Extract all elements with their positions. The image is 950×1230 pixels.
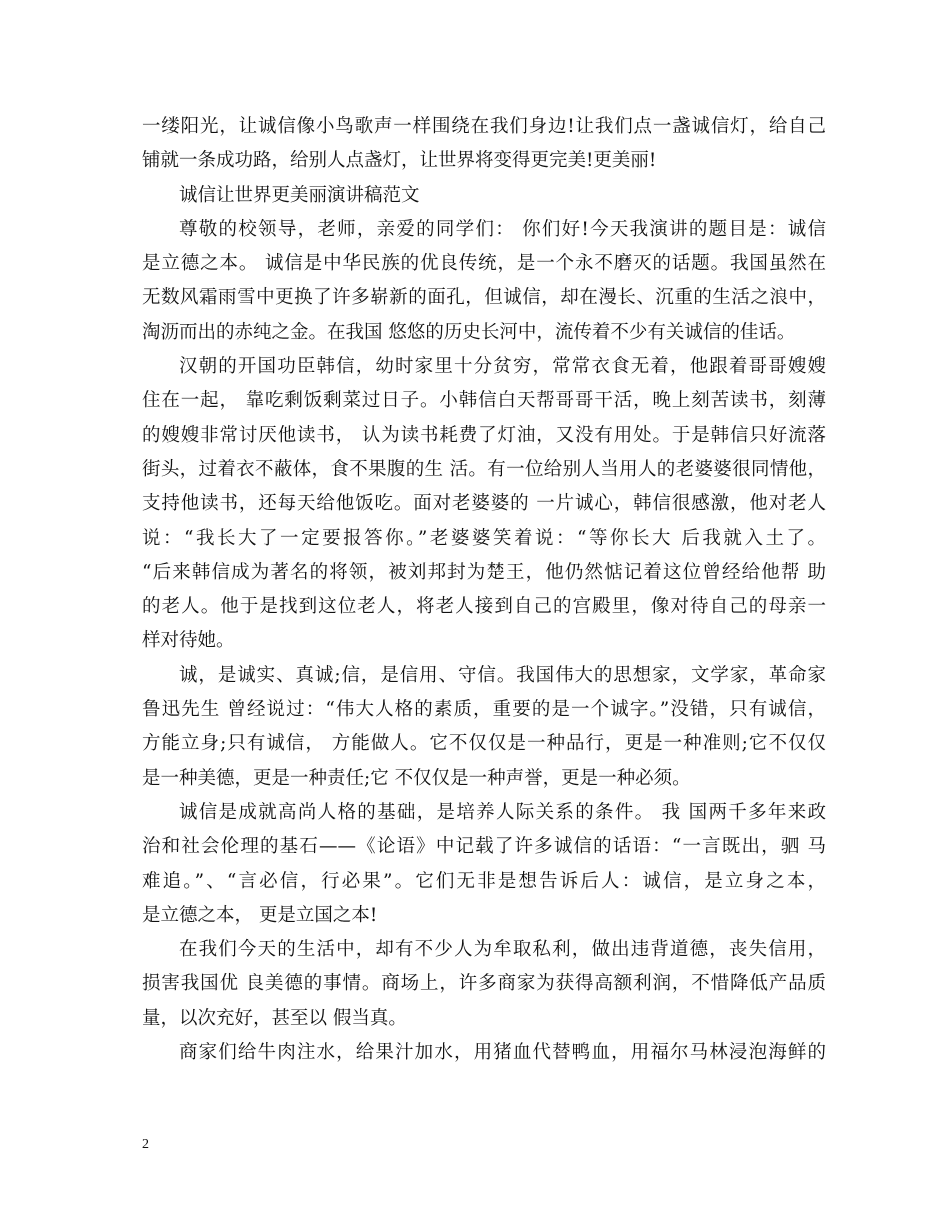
text-line: 一缕阳光，让诚信像小鸟歌声一样围绕在我们身边!让我们点一盏诚信灯，给自己 — [142, 116, 826, 137]
text-line: 的嫂嫂非常讨厌他读书， 认为读书耗费了灯油，又没有用处。于是韩信只好流落 — [142, 424, 826, 446]
text-line: 支持他读书，还每天给他饭吃。面对老婆婆的 一片诚心，韩信很感激，他对老人 — [142, 493, 826, 515]
text-line: 诚信让世界更美丽演讲稿范文 — [179, 184, 420, 206]
text-line: 的老人。他于是找到这位老人，将老人接到自己的宫殿里，像对待自己的母亲一 — [142, 596, 826, 618]
text-line: 在我们今天的生活中，却有不少人为牟取私利，做出违背道德，丧失信用， — [179, 939, 826, 961]
text-line: 街头，过着衣不蔽体，食不果腹的生 活。有一位给别人当用人的老婆婆很同情他， — [142, 458, 826, 480]
text-line: 样对待她。 — [142, 630, 235, 652]
text-line: “后来韩信成为著名的将领，被刘邦封为楚王，他仍然惦记着这位曾经给他帮 助 — [142, 561, 826, 583]
text-line: 铺就一条成功路，给别人点盏灯，让世界将变得更完美!更美丽! — [142, 150, 657, 172]
text-line: 住在一起， 靠吃剩饭剩菜过日子。小韩信白天帮哥哥干活，晚上刻苦读书，刻薄 — [142, 390, 826, 412]
text-line: 是立德之本， 更是立国之本! — [142, 904, 378, 926]
text-line: 诚，是诚实、真诚;信，是信用、守信。我国伟大的思想家，文学家，革命家 — [179, 664, 826, 686]
page-number: 2 — [142, 1137, 149, 1152]
text-line: 无数风霜雨雪中更换了许多崭新的面孔，但诚信，却在漫长、沉重的生活之浪中， — [142, 287, 826, 309]
text-line: 说：“我长大了一定要报答你。”老婆婆笑着说：“等你长大 后我就入土了。 — [142, 527, 826, 549]
text-line: 难追。”、“言必信，行必果”。它们无非是想告诉后人：诚信，是立身之本， — [142, 870, 826, 892]
text-line: 治和社会伦理的基石——《论语》中记载了许多诚信的话语：“一言既出，驷 马 — [142, 836, 826, 858]
text-line: 损害我国优 良美德的事情。商场上，许多商家为获得高额利润，不惜降低产品质 — [142, 973, 826, 995]
text-line: 量，以次充好，甚至以 假当真。 — [142, 1007, 407, 1029]
text-line: 诚信是成就高尚人格的基础，是培养人际关系的条件。 我 国两千多年来政 — [179, 801, 826, 823]
text-line: 是立德之本。 诚信是中华民族的优良传统，是一个永不磨灭的话题。我国虽然在 — [142, 253, 826, 275]
text-line: 鲁迅先生 曾经说过：“伟大人格的素质，重要的是一个诚字。”没错，只有诚信， — [142, 699, 826, 721]
text-line: 商家们给牛肉注水，给果汁加水，用猪血代替鸭血，用福尔马林浸泡海鲜的 — [179, 1042, 826, 1064]
text-line: 淘沥而出的赤纯之金。在我国 悠悠的历史长河中，流传着不少有关诚信的佳话。 — [142, 321, 796, 343]
text-line: 汉朝的开国功臣韩信，幼时家里十分贫穷，常常衣食无着，他跟着哥哥嫂嫂 — [179, 356, 826, 378]
text-line: 方能立身;只有诚信， 方能做人。它不仅仅是一种品行，更是一种准则;它不仅仅 — [142, 733, 826, 755]
text-line: 尊敬的校领导，老师，亲爱的同学们： 你们好!今天我演讲的题目是：诚信 — [179, 218, 826, 240]
document-body — [142, 110, 826, 1070]
text-line: 是一种美德，更是一种责任;它 不仅仅是一种声誉，更是一种必须。 — [142, 767, 691, 789]
